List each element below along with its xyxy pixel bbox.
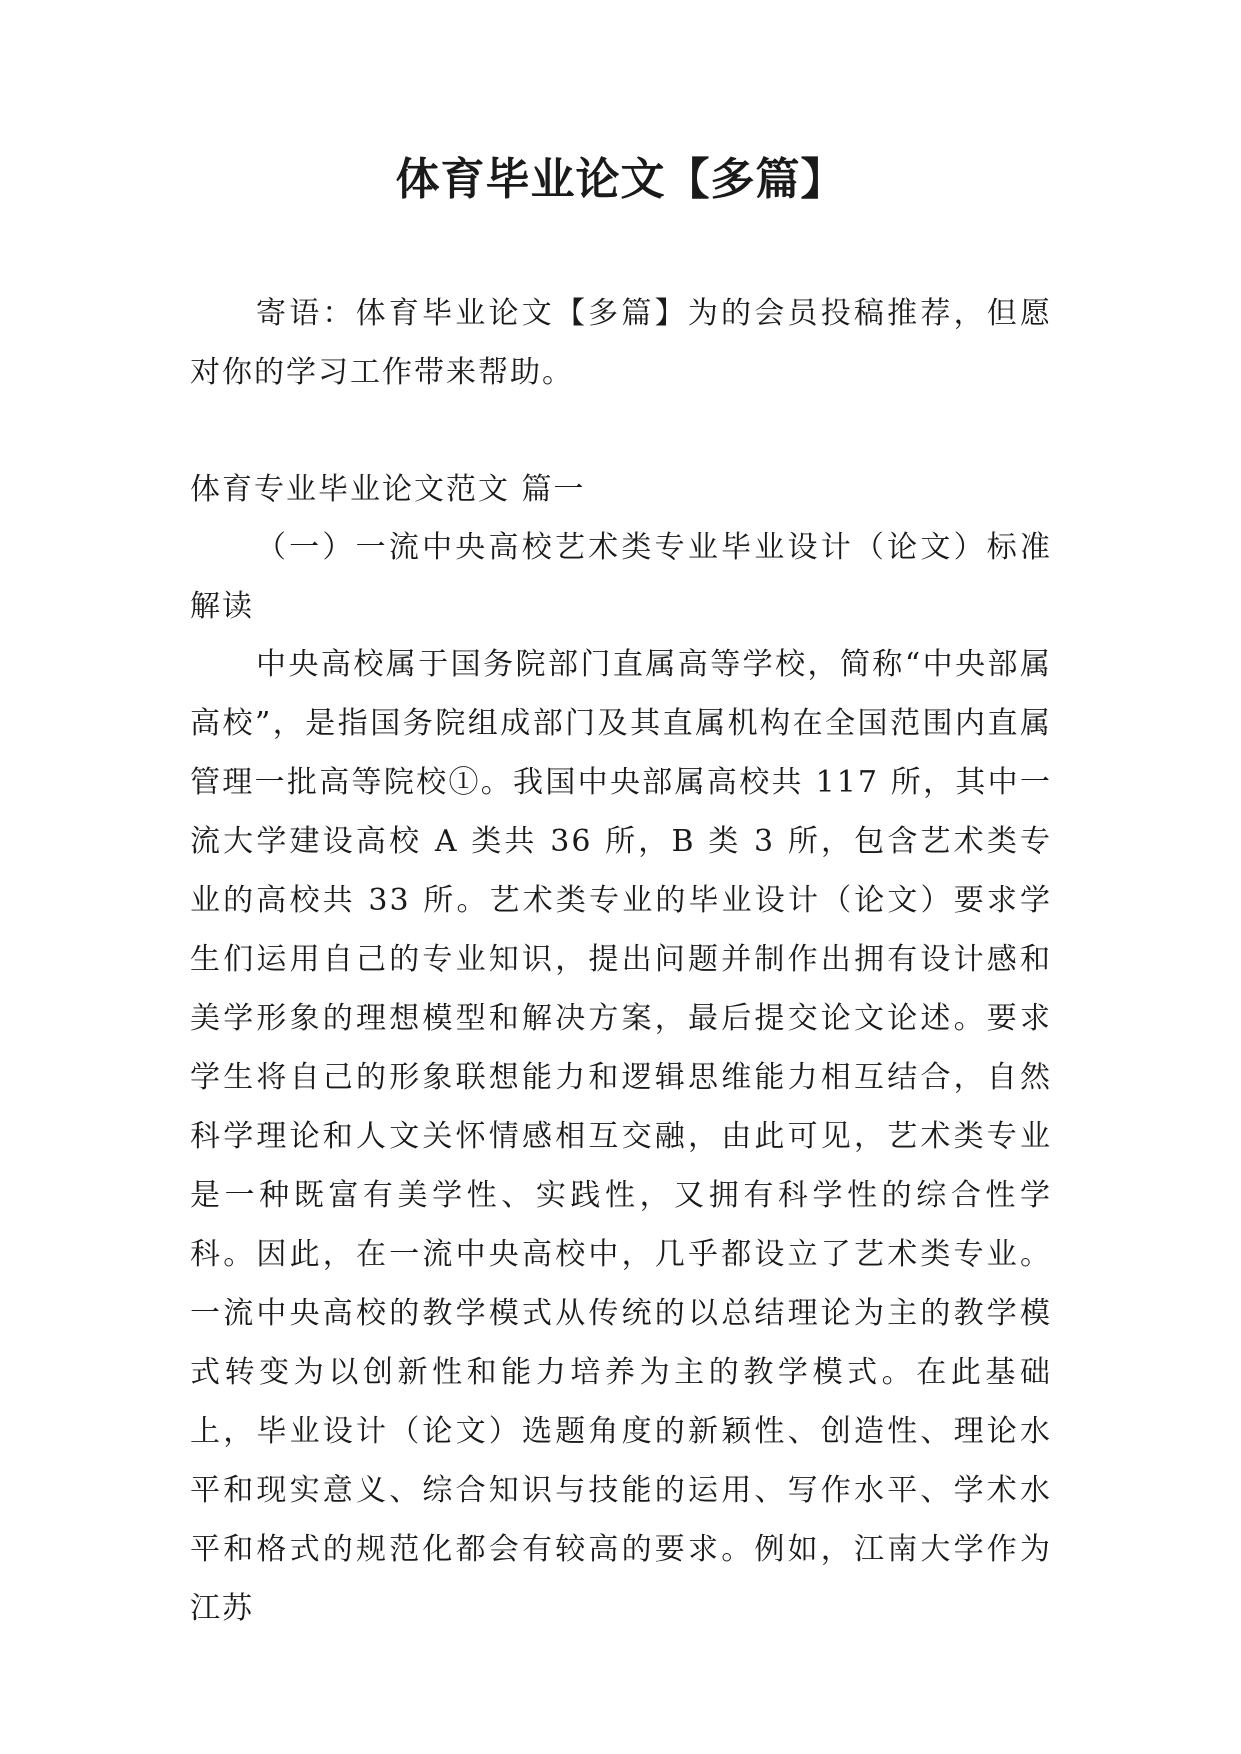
body-paragraph: 中央高校属于国务院部门直属高等学校，简称“中央部属高校”，是指国务院组成部门及其直属机构在全国范围内直属管理一批高等院校①。我国中央部属高校共 117 所，其中一流大学建设高校 A 类共 36 所，B 类 3 所，包含艺术类专业的高校共 33 所。艺术类专业的毕业设计（论文）要求学生们运用自己的专业知识，提出问题并制作出拥有设计感和美学形象的理想模型和解决方案，最后提交论文论述。要求学生将自己的形象联想能力和逻辑思维能力相互结合，自然科学理论和人文关怀情感相互交融，由此可见，艺术类专业是一种既富有美学性、实践性，又拥有科学性的综合性学科。因此，在一流中央高校中，几乎都设立了艺术类专业。一流中央高校的教学模式从传统的以总结理论为主的教学模式转变为以创新性和能力培养为主的教学模式。在此基础上，毕业设计（论文）选题角度的新颖性、创造性、理论水平和现实意义、综合知识与技能的运用、写作水平、学术水平和格式的规范化都会有较高的要求。例如，江南大学作为江苏	[190, 647, 1052, 1626]
intro-paragraph: 寄语：体育毕业论文【多篇】为的会员投稿推荐，但愿对你的学习工作带来帮助。	[190, 296, 1052, 390]
subsection-heading: （一）一流中央高校艺术类专业毕业设计（论文）标准解读	[190, 530, 1052, 624]
section-heading: 体育专业毕业论文范文 篇一	[190, 472, 586, 507]
document-title: 体育毕业论文【多篇】	[395, 154, 846, 205]
